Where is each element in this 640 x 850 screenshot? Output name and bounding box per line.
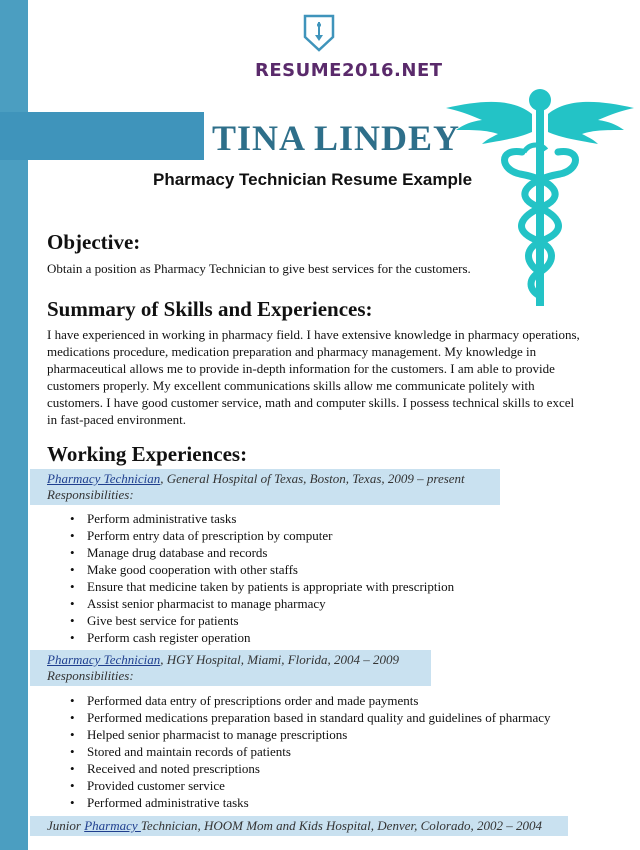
summary-line: medications procedure, medication preparation and pharmacy management. My knowledge in bbox=[47, 344, 537, 359]
job-details: , General Hospital of Texas, Boston, Texas, 2009 – present bbox=[160, 471, 465, 486]
job-title-link[interactable]: Pharmacy Technician bbox=[47, 471, 161, 486]
responsibilities-label: Responsibilities: bbox=[47, 487, 134, 502]
resume-subtitle: Pharmacy Technician Resume Example bbox=[153, 170, 473, 189]
summary-heading: Summary of Skills and Experiences: bbox=[47, 297, 373, 321]
site-name: RESUME2016.NET bbox=[255, 60, 443, 81]
list-item: • Performed administrative tasks bbox=[70, 794, 551, 811]
experience-heading: Working Experiences: bbox=[47, 442, 248, 466]
job-header bbox=[30, 816, 568, 836]
list-item: • Helped senior pharmacist to manage prescriptions bbox=[70, 726, 551, 743]
caduceus-icon bbox=[442, 78, 638, 308]
list-item: • Performed data entry of prescriptions order and made payments bbox=[70, 692, 551, 709]
job-header bbox=[30, 469, 500, 505]
list-item: • Make good cooperation with other staffs bbox=[70, 561, 454, 578]
job-header bbox=[30, 650, 431, 686]
list-item: • Assist senior pharmacist to manage pharmacy bbox=[70, 595, 454, 612]
summary-text bbox=[47, 326, 627, 428]
responsibilities-list bbox=[70, 692, 551, 811]
responsibilities-label: Responsibilities: bbox=[47, 668, 134, 683]
list-item: • Perform cash register operation bbox=[70, 629, 454, 646]
list-item: • Give best service for patients bbox=[70, 612, 454, 629]
name-accent-band bbox=[0, 112, 204, 160]
list-item: • Perform entry data of prescription by computer bbox=[70, 527, 454, 544]
job-details: , HGY Hospital, Miami, Florida, 2004 – 2009 bbox=[160, 652, 399, 667]
responsibilities-list bbox=[70, 510, 454, 646]
summary-line: in fast-paced environment. bbox=[47, 412, 186, 427]
list-item: • Stored and maintain records of patients bbox=[70, 743, 551, 760]
list-item: • Performed medications preparation based in standard quality and guidelines of pharmacy bbox=[70, 709, 551, 726]
job-details: Technician, HOOM Mom and Kids Hospital, Denver, Colorado, 2002 – 2004 bbox=[140, 818, 542, 833]
pen-shield-icon bbox=[301, 13, 337, 53]
list-item: • Perform administrative tasks bbox=[70, 510, 454, 527]
summary-line: pharmaceutical allows me to provide in-depth information for the customers. I am able to provide bbox=[47, 361, 555, 376]
list-item: • Manage drug database and records bbox=[70, 544, 454, 561]
summary-line: customers properly. My excellent communications skills allow me communicate politely with bbox=[47, 378, 535, 393]
summary-line: customers. I have good customer service, math and computer skills. I possess technical skills to excel bbox=[47, 395, 575, 410]
job-prefix: Junior bbox=[47, 818, 85, 833]
job-title-link[interactable]: Pharmacy bbox=[84, 818, 141, 833]
list-item: • Received and noted prescriptions bbox=[70, 760, 551, 777]
objective-text: Obtain a position as Pharmacy Technician to give best services for the customers. bbox=[47, 261, 471, 276]
summary-line: I have experienced in working in pharmacy field. I have extensive knowledge in pharmacy operations, bbox=[47, 327, 580, 342]
list-item: • Ensure that medicine taken by patients is appropriate with prescription bbox=[70, 578, 454, 595]
objective-heading: Objective: bbox=[47, 230, 141, 254]
job-title-link[interactable]: Pharmacy Technician bbox=[47, 652, 161, 667]
candidate-name: TINA LINDEY bbox=[212, 118, 461, 158]
list-item: • Provided customer service bbox=[70, 777, 551, 794]
